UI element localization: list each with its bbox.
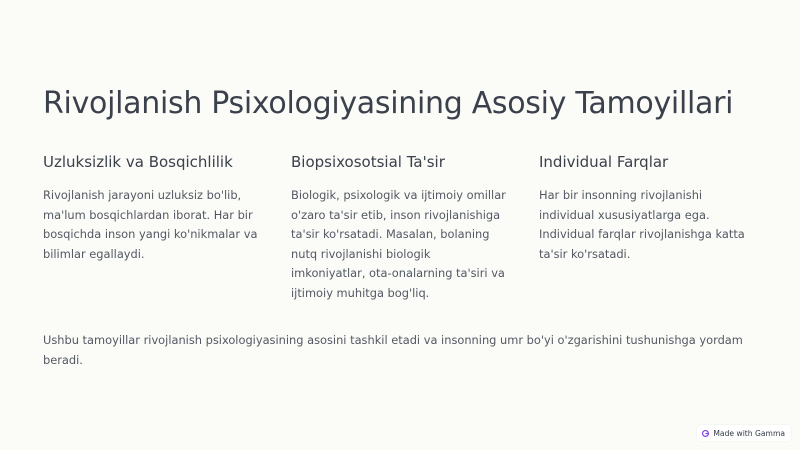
principle-column-biopsychosocial (291, 152, 507, 304)
summary-text: Ushbu tamoyillar rivojlanish psixologiyasining asosini tashkil etadi va insonning umr bo'yi o'zgarishini tushunishga yordam beradi. (43, 333, 743, 367)
column-heading: Uzluksizlik va Bosqichlilik (43, 153, 233, 171)
made-with-gamma-badge[interactable] (697, 425, 791, 441)
principles-columns (43, 152, 763, 304)
column-heading: Individual Farqlar (539, 153, 669, 171)
column-body: Har bir insonning rivojlanishi individual xususiyatlarga ega. Individual farqlar rivojlanishga katta ta'sir ko'rsatadi. (539, 188, 745, 261)
principle-column-individual (539, 152, 755, 304)
column-body: Biologik, psixologik va ijtimoiy omillar o'zaro ta'sir etib, inson rivojlanishiga ta'sir ko'rsatadi. Masalan, bolaning nutq rivojlanishi biologik imkoniyatlar, ota-onalarning ta'siri va ijtimoiy muhitga bog'liq. (291, 188, 506, 300)
gamma-logo-icon (702, 430, 709, 437)
column-heading: Biopsixosotsial Ta'sir (291, 153, 445, 171)
principle-column-continuity (43, 152, 259, 304)
column-body: Rivojlanish jarayoni uzluksiz bo'lib, ma'lum bosqichlardan iborat. Har bir bosqichda inson yangi ko'nikmalar va bilimlar egallaydi. (43, 188, 258, 261)
slide-title: Rivojlanish Psixologiyasining Asosiy Tamoyillari (43, 86, 734, 121)
badge-label: Made with Gamma (713, 428, 785, 438)
